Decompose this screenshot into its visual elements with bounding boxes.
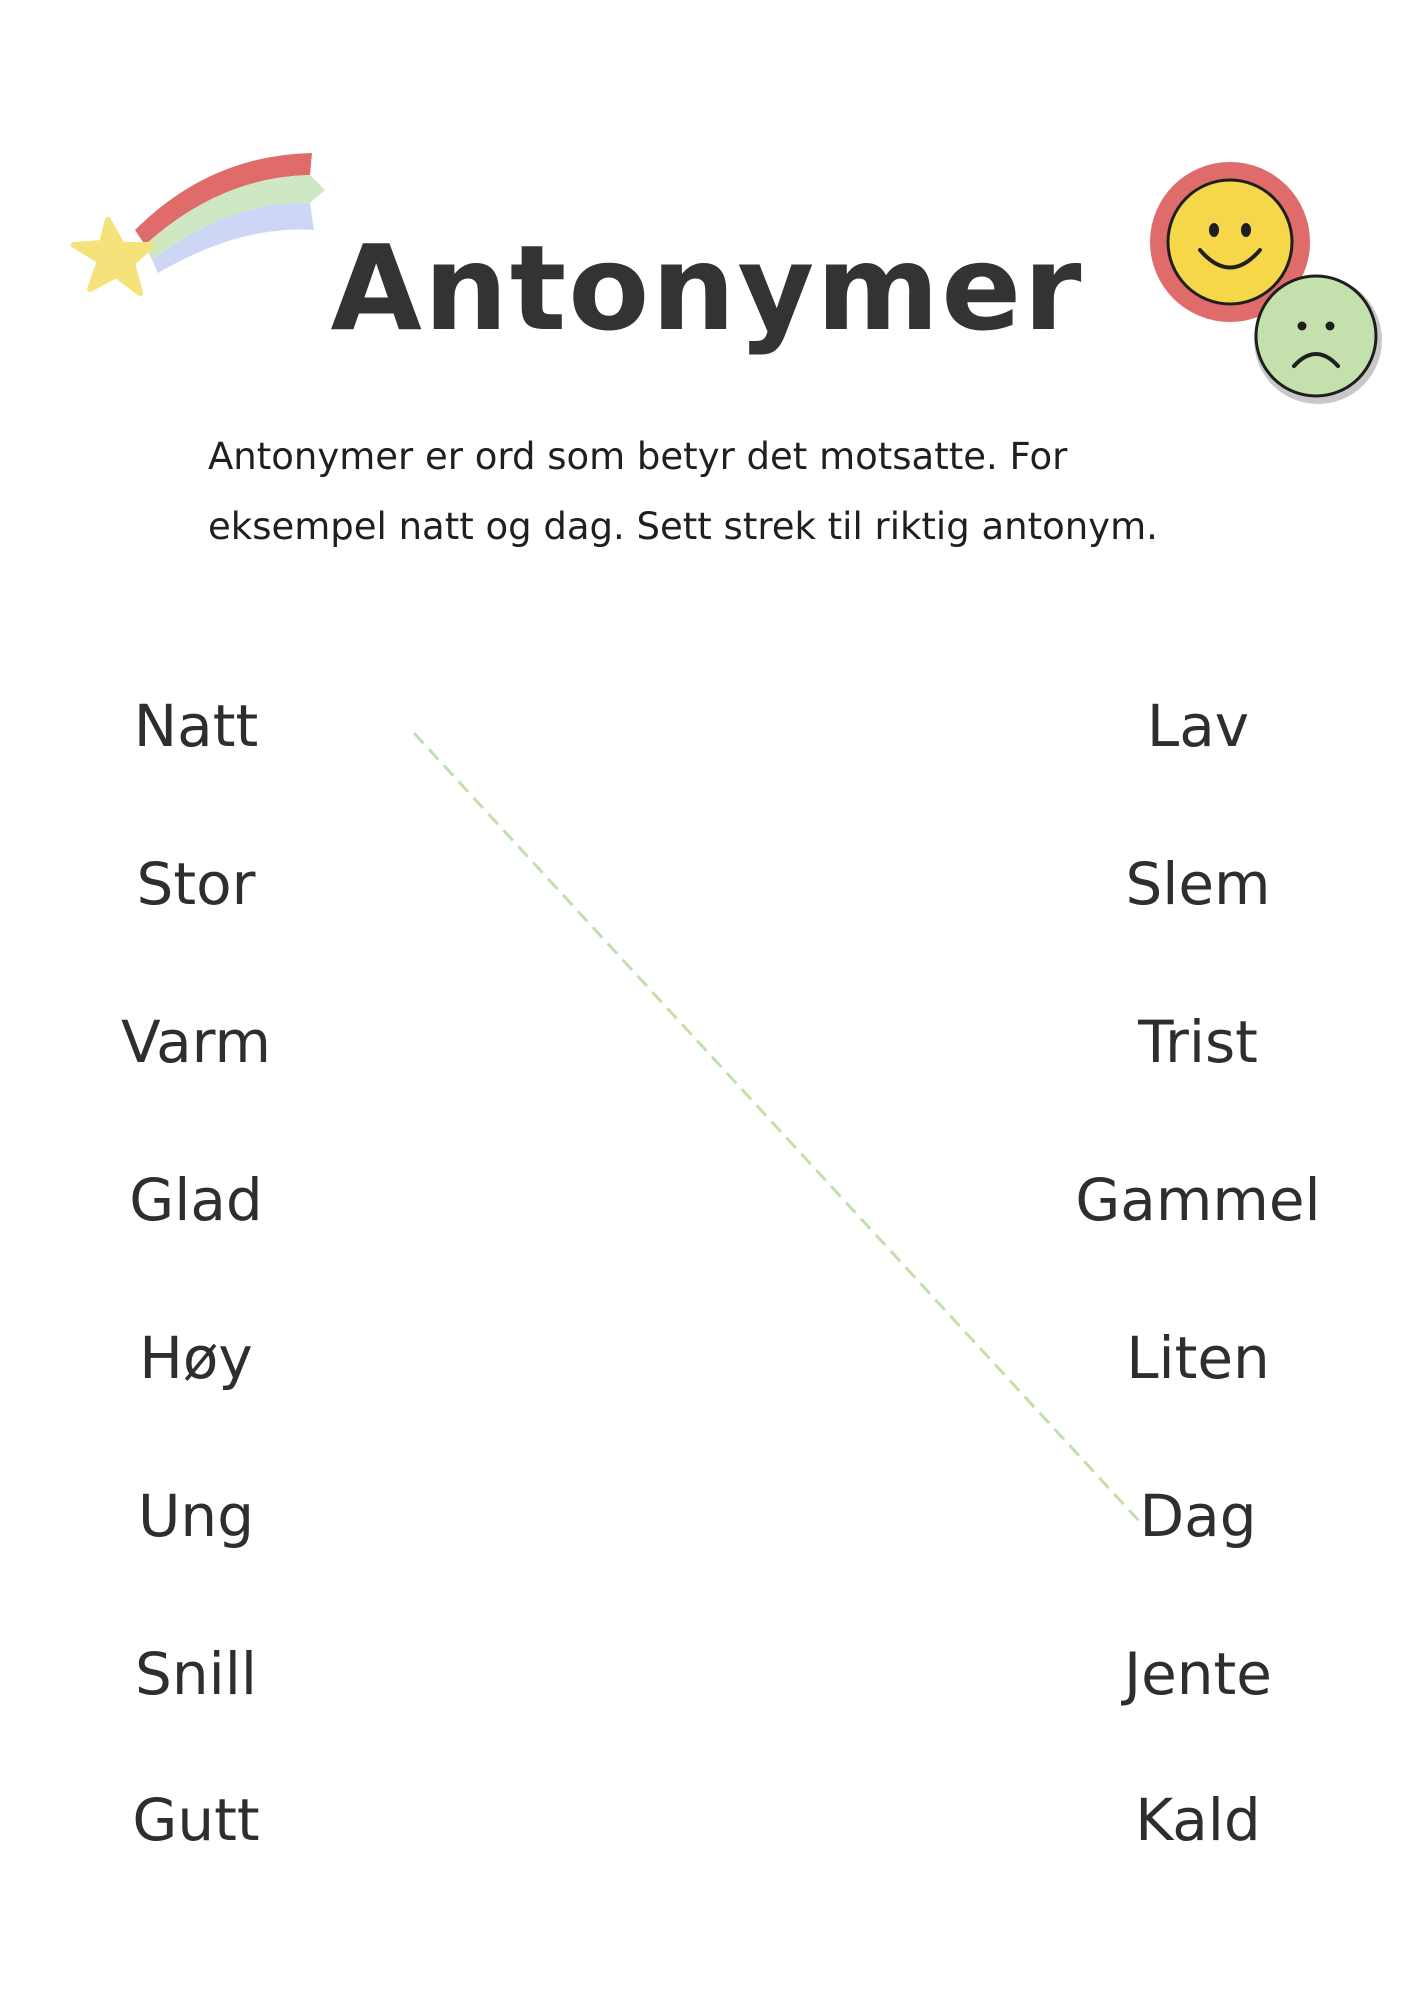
left-word-snill: Snill (135, 1640, 257, 1708)
left-word-hoy: Høy (139, 1324, 253, 1392)
right-word-kald: Kald (1135, 1786, 1261, 1854)
right-word-slem: Slem (1125, 850, 1271, 918)
right-word-liten: Liten (1126, 1324, 1270, 1392)
left-word-varm: Varm (120, 1008, 272, 1076)
page-title: Antonymer (330, 219, 1084, 358)
right-word-trist: Trist (1138, 1008, 1258, 1076)
left-word-stor: Stor (136, 850, 256, 918)
left-word-natt: Natt (133, 692, 259, 760)
right-word-lav: Lav (1146, 692, 1250, 760)
left-word-ung: Ung (137, 1482, 255, 1550)
right-word-gammel: Gammel (1075, 1166, 1321, 1234)
right-word-dag: Dag (1139, 1482, 1257, 1550)
instructions-text: Antonymer er ord som betyr det motsatte. For eksempel natt og dag. Sett strek til riktig antonym. (208, 435, 1158, 548)
right-word-jente: Jente (1124, 1640, 1272, 1708)
left-word-glad: Glad (129, 1166, 263, 1234)
left-word-gutt: Gutt (132, 1786, 260, 1854)
